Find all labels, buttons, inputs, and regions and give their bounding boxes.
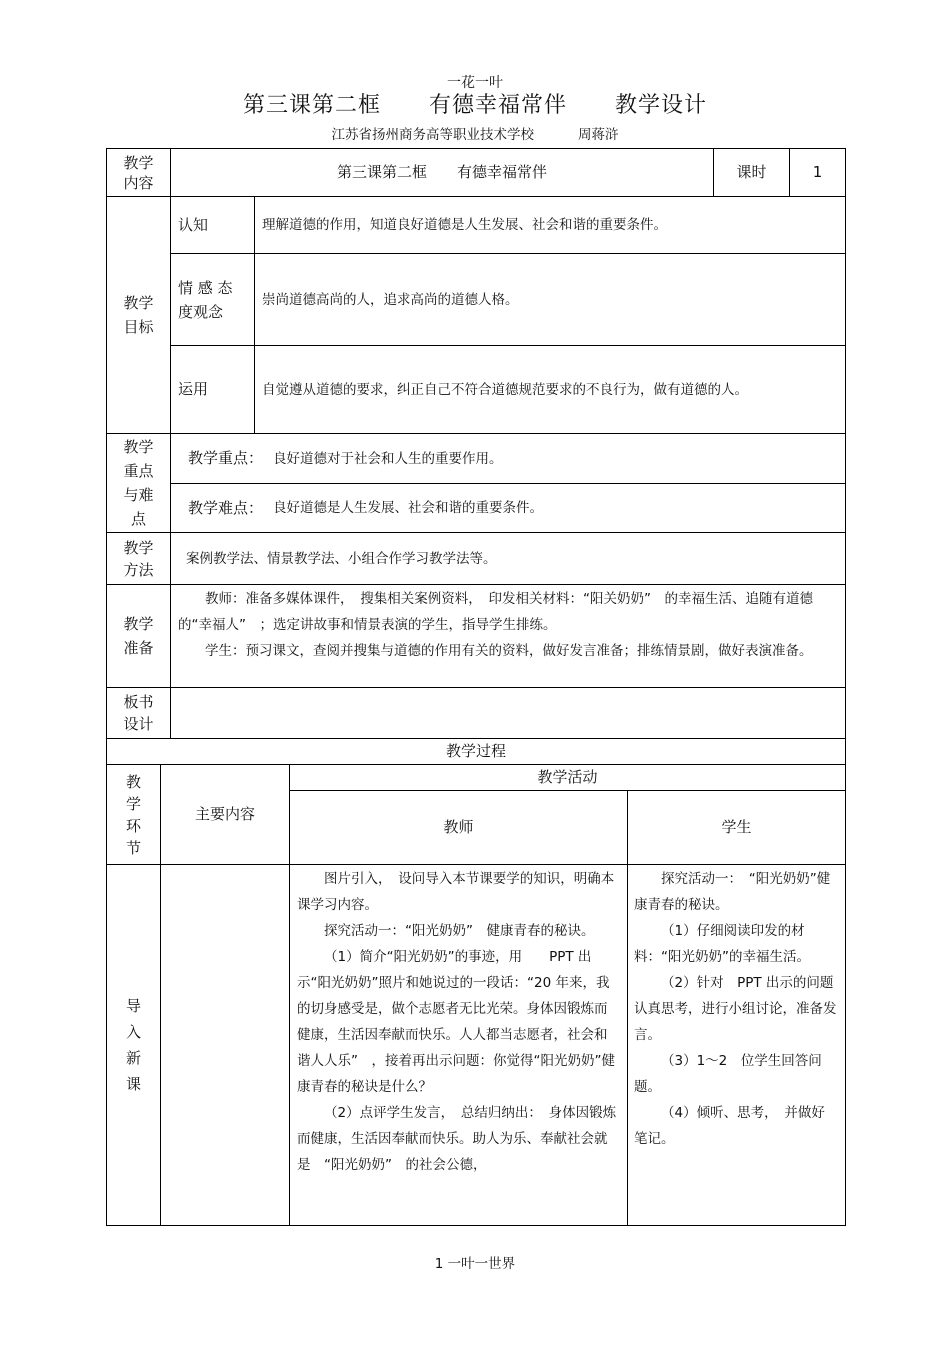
preparation-student: 学生：预习课文，查阅并搜集与道德的作用有关的资料，做好发言准备；排练情景剧，做好表演准备。	[205, 643, 813, 659]
school-name: 江苏省扬州商务高等职业技术学校	[331, 127, 534, 143]
title-part-2: 有德幸福常伴	[428, 93, 567, 118]
goal-name-application: 运用	[178, 380, 209, 398]
goal-text-emotion: 崇尚道德高尚的人，追求高尚的道德人格。	[262, 291, 519, 308]
goal-name-cognition: 认知	[178, 215, 209, 234]
page-footer: 1 一叶一世界	[434, 1256, 516, 1272]
hours-label: 课时	[736, 163, 767, 181]
keypoints-label: 教学重点与难点	[123, 438, 154, 528]
focus-row	[188, 434, 838, 483]
difficulty-label: 教学难点：	[188, 498, 264, 517]
col-activity-header: 教学活动	[537, 768, 598, 786]
teacher-activity-4: （2）点评学生发言， 总结归纳出： 身体因锻炼而健康，生活因奉献而快乐。助人为乐、奉献社会就是 “阳光奶奶” 的社会公德，	[297, 1105, 617, 1173]
student-activity-3: （2）针对 PPT 出示的问题认真思考，进行小组讨论，准备发言。	[634, 975, 837, 1043]
student-activity-5: （4）倾听、思考， 并做好笔记。	[634, 1105, 825, 1147]
goal-text-cognition: 理解道德的作用，知道良好道德是人生发展、社会和谐的重要条件。	[262, 217, 667, 233]
difficulty-row	[188, 484, 838, 532]
stage-intro-teacher	[297, 866, 619, 1224]
teacher-activity-2: 探究活动一：“阳光奶奶” 健康青春的秘诀。	[324, 923, 595, 939]
student-activity-2: （1）仔细阅读印发的材料：“阳光奶奶”的幸福生活。	[634, 923, 810, 965]
focus-label: 教学重点：	[188, 449, 264, 467]
hours-value: 1	[812, 163, 823, 181]
col-stage-header: 教学环节	[125, 772, 141, 857]
focus-text: 良好道德对于社会和人生的重要作用。	[273, 450, 503, 467]
stage-intro-student	[634, 866, 838, 1224]
stage-intro-content	[161, 865, 289, 1225]
process-title: 教学过程	[445, 742, 506, 760]
board-text	[178, 688, 838, 738]
method-label: 教学方法	[123, 538, 154, 579]
author-name: 周蒋浒	[578, 127, 619, 143]
student-activity-4: （3）1～2 位学生回答问题。	[634, 1053, 822, 1095]
page-title	[0, 88, 950, 119]
content-label: 教学内容	[123, 153, 154, 192]
method-text: 案例教学法、情景教学法、小组合作学习教学法等。	[186, 550, 497, 567]
teacher-activity-3: （1）简介“阳光奶奶”的事迹，用 PPT 出示“阳光奶奶”照片和她说过的一段话：“20 年来，我的切身感受是，做个志愿者无比光荣。身体因锻炼而健康，生活因奉献而快乐。人人都当志愿者，社会和谐人人乐” ，接着再出示问题：你觉得“阳光奶奶”健康青春的秘诀是什么？	[297, 949, 615, 1095]
difficulty-text: 良好道德是人生发展、社会和谐的重要条件。	[273, 500, 544, 516]
header-top-text: 一花一叶	[447, 75, 503, 91]
content-value: 第三课第二框 有德幸福常伴	[336, 163, 547, 181]
board-label: 板书设计	[123, 693, 154, 733]
preparation-teacher: 教师：准备多媒体课件， 搜集相关案例资料， 印发相关材料：“阳关奶奶” 的幸福生活、追随有道德的“幸福人” ；选定讲故事和情景表演的学生，指导学生排练。	[178, 591, 813, 633]
subtitle	[0, 123, 950, 143]
stage-intro: 导入新课	[125, 997, 141, 1093]
preparation-text	[178, 586, 838, 686]
col-teacher-header: 教师	[443, 818, 474, 836]
goal-text-application: 自觉遵从道德的要求，纠正自己不符合道德规范要求的不良行为，做有道德的人。	[262, 381, 748, 398]
title-part-1: 第三课第二框	[242, 93, 381, 118]
student-activity-1: 探究活动一： “阳光奶奶”健康青春的秘诀。	[634, 871, 831, 913]
title-part-3: 教学设计	[615, 93, 708, 118]
teacher-activity-1: 图片引入， 设问导入本节课要学的知识，明确本课学习内容。	[297, 871, 615, 913]
col-content-header: 主要内容	[194, 805, 255, 823]
col-student-header: 学生	[721, 818, 752, 836]
goal-name-emotion: 情 感 态 度观念	[178, 278, 233, 321]
preparation-label: 教学准备	[123, 615, 154, 657]
goals-label: 教学目标	[123, 294, 154, 336]
